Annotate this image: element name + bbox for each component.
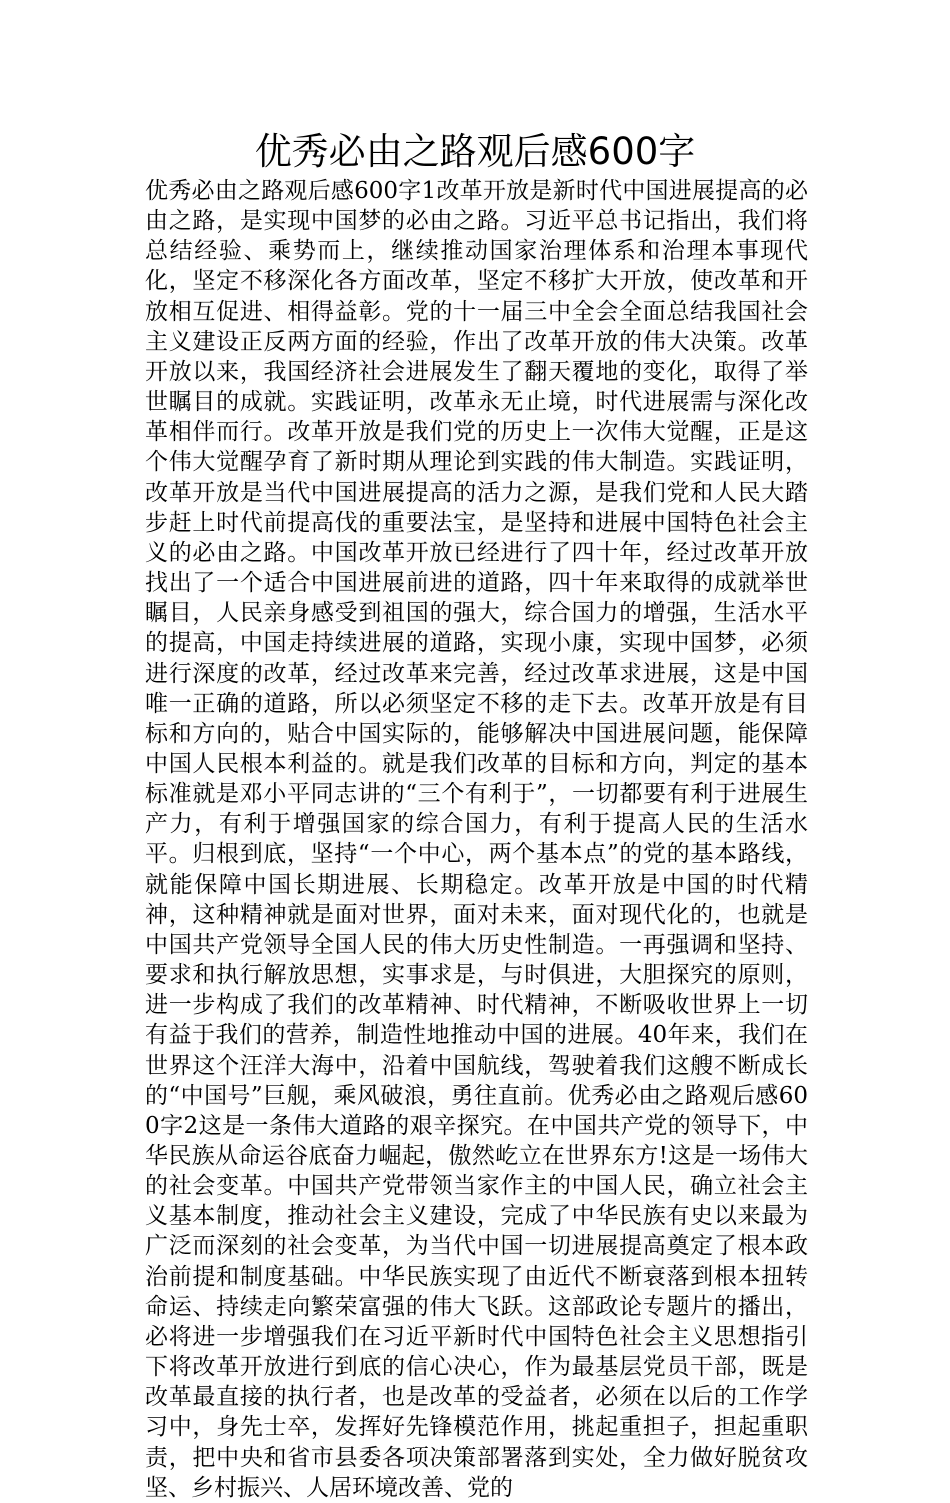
document-body-text: 优秀必由之路观后感600字1改革开放是新时代中国进展提高的必由之路，是实现中国梦的必由之路。习近平总书记指出，我们将总结经验、乘势而上，继续推动国家治理体系和治理本事现代化，坚定不移深化各方面改革，坚定不移扩大开放，使改革和开放相互促进、相得益彰。党的十一届三中全会全面总结我国社会主义建设正反两方面的经验，作出了改革开放的伟大决策。改革开放以来，我国经济社会进展发生了翻天覆地的变化，取得了举世瞩目的成就。实践证明，改革永无止境，时代进展需与深化改革相伴而行。改革开放是我们党的历史上一次伟大觉醒，正是这个伟大觉醒孕育了新时期从理论到实践的伟大制造。实践证明，改革开放是当代中国进展提高的活力之源，是我们党和人民大踏步赶上时代前提高伐的重要法宝，是坚持和进展中国特色社会主义的必由之路。中国改革开放已经进行了四十年，经过改革开放找出了一个适合中国进展前进的道路，四十年来取得的成就举世瞩目，人民亲身感受到祖国的强大，综合国力的增强，生活水平的提高，中国走持续进展的道路，实现小康，实现中国梦，必须进行深度的改革，经过改革来完善，经过改革求进展，这是中国唯一正确的道路，所以必须坚定不移的走下去。改革开放是有目标和方向的，贴合中国实际的，能够解决中国进展问题，能保障中国人民根本利益的。就是我们改革的目标和方向，判定的基本标准就是邓小平同志讲的“三个有利于”，一切都要有利于进展生产力，有利于增强国家的综合国力，有利于提高人民的生活水平。归根到底，坚持“一个中心，两个基本点”的党的基本路线，就能保障中国长期进展、长期稳定。改革开放是中国的时代精神，这种精神就是面对世界，面对未来，面对现代化的，也就是中国共产党领导全国人民的伟大历史性制造。一再强调和坚持、要求和执行解放思想，实事求是，与时俱进，大胆探究的原则，进一步构成了我们的改革精神、时代精神，不断吸收世界上一切有益于我们的营养，制造性地推动中国的进展。40年来，我们在世界这个汪洋大海中，沿着中国航线，驾驶着我们这艘不断成长的“中国号”巨舰，乘风破浪，勇往直前。优秀必由之路观后感600字2这是一条伟大道路的艰辛探究。在中国共产党的领导下，中华民族从命运谷底奋力崛起，傲然屹立在世界东方!这是一场伟大的社会变革。中国共产党带领当家作主的中国人民，确立社会主义基本制度，推动社会主义建设，完成了中华民族有史以来最为广泛而深刻的社会变革，为当代中国一切进展提高奠定了根本政治前提和制度基础。中华民族实现了由近代不断衰落到根本扭转命运、持续走向繁荣富强的伟大飞跃。这部政论专题片的播出，必将进一步增强我们在习近平新时代中国特色社会主义思想指引下将改革开放进行到底的信心决心，作为最基层党员干部，既是改革最直接的执行者，也是改革的受益者，必须在以后的工作学习中，身先士卒，发挥好先锋模范作用，挑起重担子，担起重职责，把中央和省市县委各项决策部署落到实处，全力做好脱贫攻坚、乡村振兴、人居环境改善、党的 — [145, 178, 808, 1501]
document-title: 优秀必由之路观后感600字 — [254, 130, 696, 173]
